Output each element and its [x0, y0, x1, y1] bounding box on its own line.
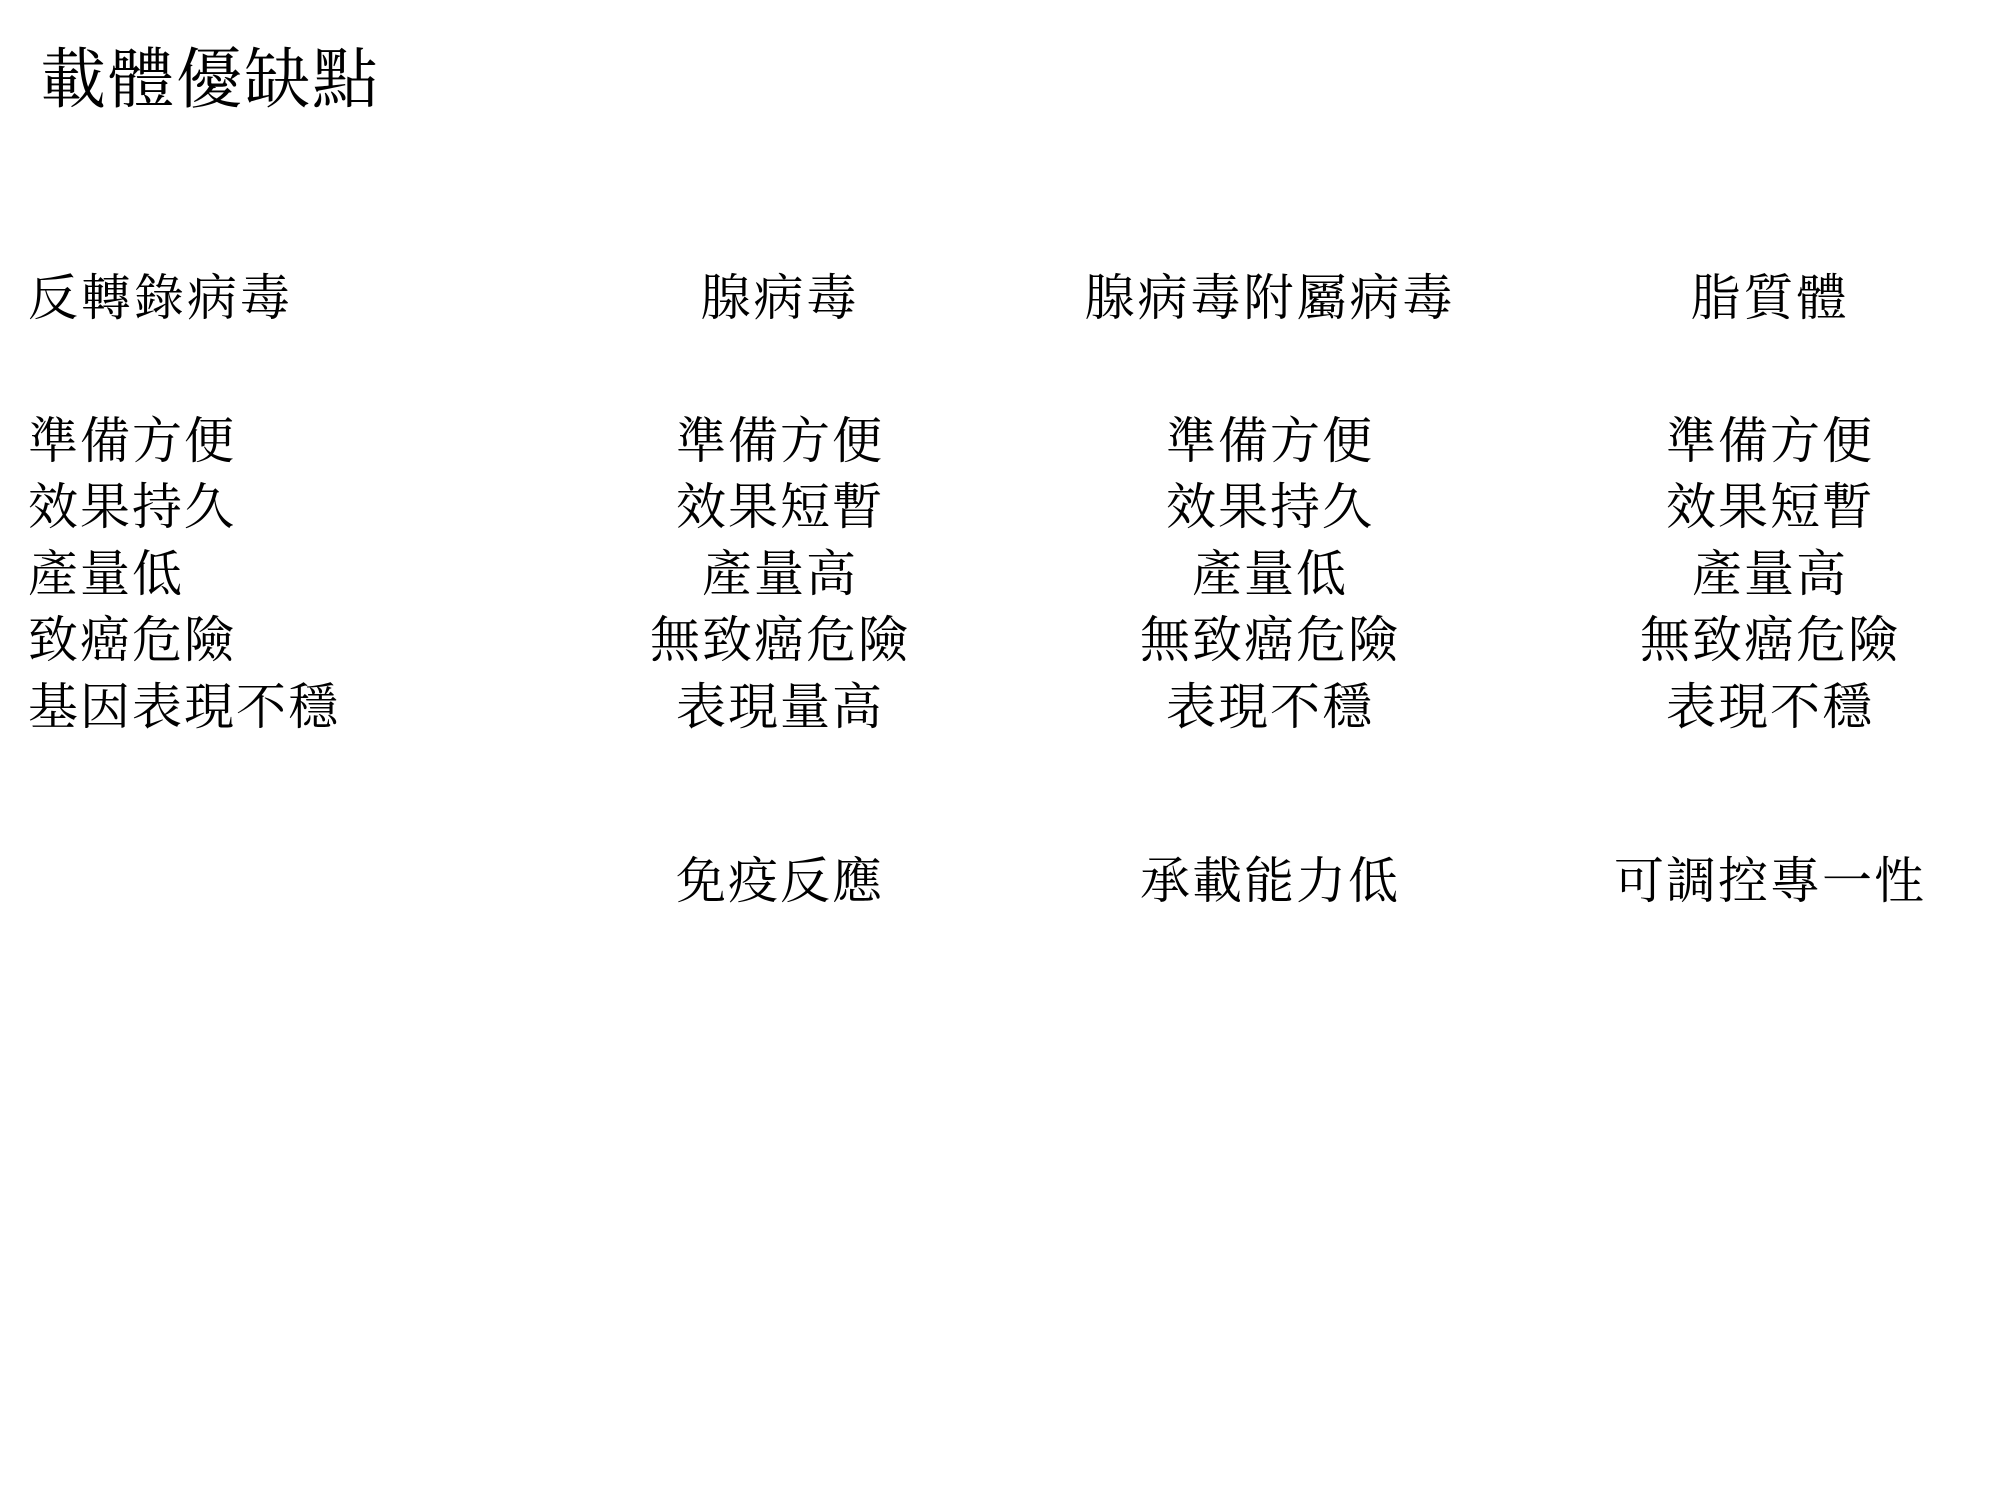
list-item: 效果持久	[28, 478, 236, 536]
page-title: 載體優缺點	[40, 41, 380, 118]
column-header: 腺病毒	[700, 269, 860, 327]
list-item: 無致癌危險	[1140, 611, 1400, 669]
list-item: 表現量高	[676, 677, 884, 736]
list-item: 基因表現不穩	[28, 677, 340, 736]
column-header: 反轉錄病毒	[28, 269, 293, 327]
list-item: 準備方便	[676, 411, 884, 470]
vector-column-liposome	[1540, 270, 2000, 915]
list-item-extra: 承載能力低	[1140, 852, 1400, 910]
column-header: 腺病毒附屬病毒	[1084, 269, 1456, 327]
list-item: 致癌危險	[28, 611, 236, 669]
list-item: 效果持久	[1166, 478, 1374, 536]
list-item: 準備方便	[28, 411, 236, 470]
list-item: 產量高	[702, 544, 858, 603]
comparison-columns	[0, 270, 2000, 915]
list-item: 產量低	[28, 544, 184, 603]
list-item: 表現不穩	[1666, 677, 1874, 736]
list-item: 無致癌危險	[650, 611, 910, 669]
vector-column-adenovirus	[560, 270, 1000, 915]
list-item: 產量低	[1192, 544, 1348, 603]
list-item: 效果短暫	[676, 478, 884, 536]
vector-column-retrovirus	[0, 270, 560, 848]
list-item: 準備方便	[1166, 411, 1374, 470]
list-item: 表現不穩	[1166, 677, 1374, 736]
list-item: 無致癌危險	[1640, 611, 1900, 669]
list-item: 效果短暫	[1666, 478, 1874, 536]
list-item-extra: 可調控專一性	[1614, 852, 1926, 910]
list-item-extra: 免疫反應	[676, 852, 884, 910]
list-item: 準備方便	[1666, 411, 1874, 470]
vector-column-aav	[1000, 270, 1540, 915]
column-header: 脂質體	[1690, 269, 1850, 327]
list-item: 產量高	[1692, 544, 1848, 603]
